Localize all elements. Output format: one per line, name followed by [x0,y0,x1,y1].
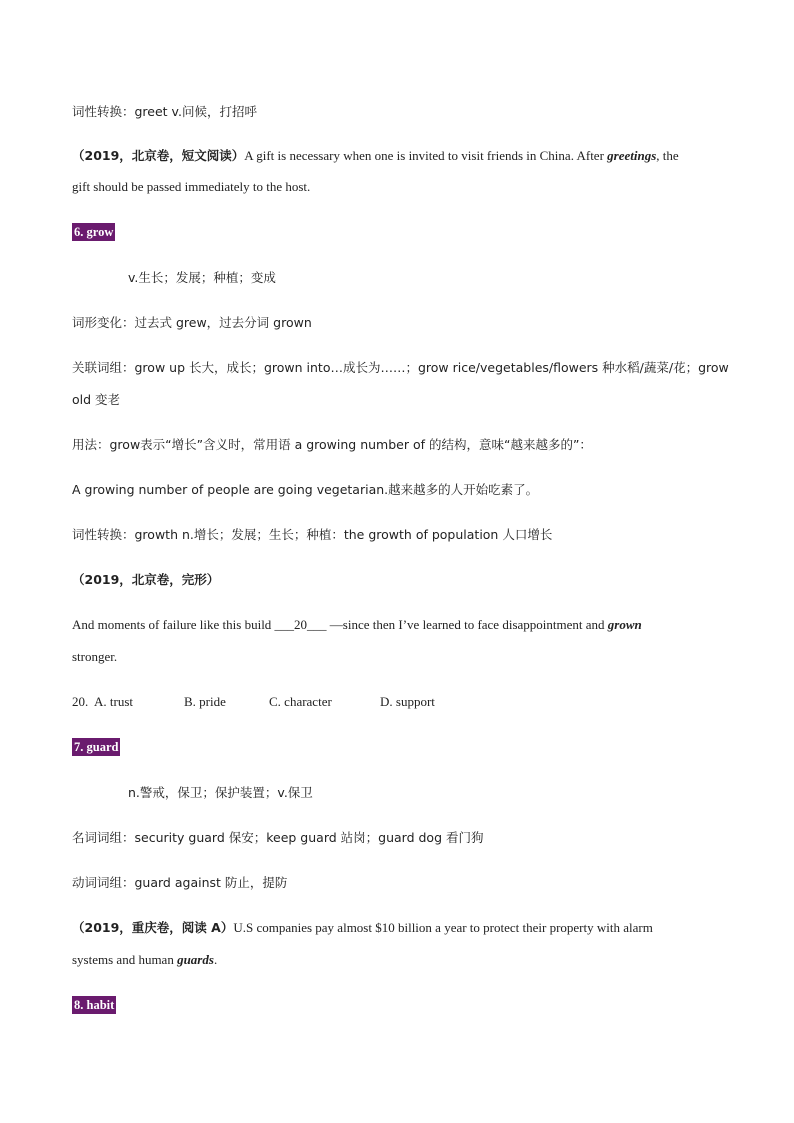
option-c: C. character [269,694,332,709]
guard-example-line-1 [72,919,653,937]
grow-phrases-line-1: 关联词组：grow up 长大，成长；grown into…成长为……；grow rice/vegetables/flowers 种水稻/蔬菜/花；grow [72,360,729,375]
heading-label: 8. habit [74,998,115,1012]
grow-phrases-line-2: old 变老 [72,392,121,407]
example-source: （2019，重庆卷，阅读 A） [72,920,234,935]
option-b: B. pride [184,694,226,709]
grow-example-line-2: stronger. [72,649,118,664]
grow-usage: 用法：grow表示“增长”含义时，常用语 a growing number of 的结构，意味“越来越多的”： [72,437,592,452]
grow-forms: 词形变化：过去式 grew，过去分词 grown [72,315,312,330]
heading-label: 6. grow [74,225,114,239]
keyword: greetings [607,148,657,163]
greet-example-line-2: gift should be passed immediately to the host. [72,179,311,194]
guard-verb-phrases: 动词词组：guard against 防止，提防 [72,875,288,890]
grow-example-line-1 [72,616,642,634]
example-source: （2019，北京卷，短文阅读） [72,148,245,163]
grow-meaning: v.生长；发展；种植；变成 [128,270,276,285]
heading-label: 7. guard [74,740,119,754]
question-number: 20. [72,694,89,709]
example-text: U.S companies pay almost $10 billion a year to protect their property with alarm [233,920,653,935]
greet-example-line-1 [72,147,679,165]
keyword: guards [177,952,214,967]
option-a: A. trust [94,694,133,709]
section-heading-grow [72,223,115,241]
grow-usage-example: A growing number of people are going vegetarian.越来越多的人开始吃素了。 [72,482,539,497]
section-heading-guard [72,738,120,756]
grow-example-source: （2019，北京卷，完形） [72,572,220,587]
guard-noun-phrases: 名词词组：security guard 保安；keep guard 站岗；guard dog 看门狗 [72,830,484,845]
grow-conversion: 词性转换：growth n.增长；发展；生长；种植：the growth of population 人口增长 [72,527,553,542]
example-text: . [213,952,218,967]
guard-example-line-2 [72,951,217,969]
example-text: , the [656,148,679,163]
guard-meaning: n.警戒，保卫；保护装置；v.保卫 [128,785,313,800]
option-d: D. support [380,694,435,709]
example-text: And moments of failure like this build ___20___ —since then I’ve learned to face disappointment and [72,617,608,632]
section-heading-habit [72,996,116,1014]
greet-conversion: 词性转换：greet v.问候，打招呼 [72,104,257,119]
question-options [72,693,435,711]
example-text: systems and human [72,952,178,967]
keyword: grown [607,617,642,632]
example-text: A gift is necessary when one is invited to visit friends in China. After [244,148,608,163]
